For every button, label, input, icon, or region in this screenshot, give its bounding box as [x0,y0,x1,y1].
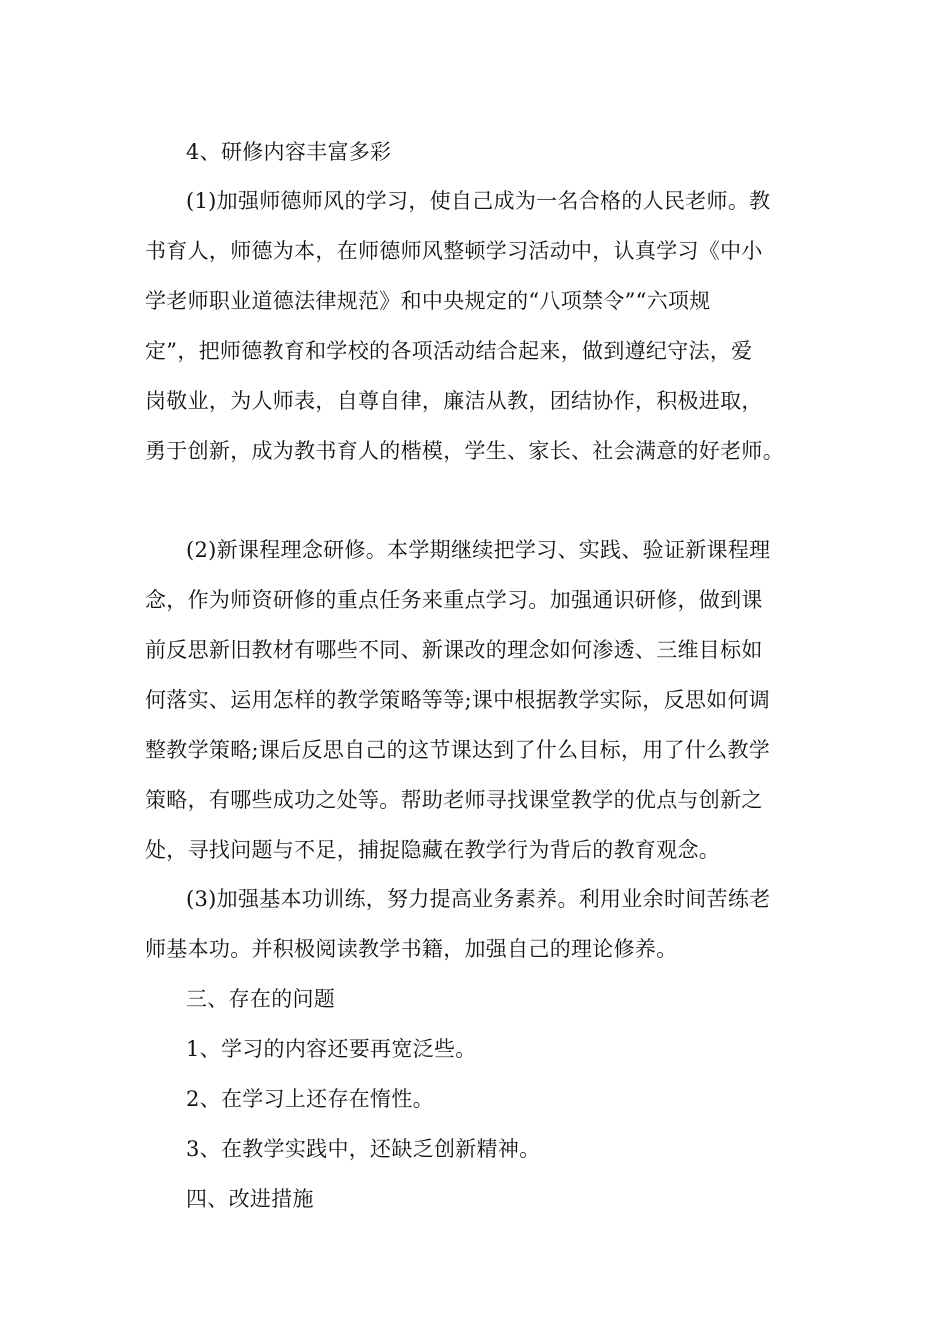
paragraph-line: (2)新课程理念研修。本学期继续把学习、实践、验证新课程理 [186,538,771,562]
paragraph-line: 勇于创新，成为教书育人的楷模，学生、家长、社会满意的好老师。 [145,439,784,463]
section-title-problems: 三、存在的问题 [186,987,336,1011]
paragraph-line: 岗敬业，为人师表，自尊自律，廉洁从教，团结协作，积极进取， [145,389,763,413]
paragraph-line: 定”，把师德教育和学校的各项活动结合起来，做到遵纪守法，爱 [145,339,753,363]
paragraph-line: 何落实、运用怎样的教学策略等等;课中根据教学实际，反思如何调 [145,688,771,712]
paragraph-line: 处，寻找问题与不足，捕捉隐藏在教学行为背后的教育观念。 [145,838,721,862]
paragraph-line: 书育人，师德为本，在师德师风整顿学习活动中，认真学习《中小 [145,239,763,263]
heading-research-content: 4、研修内容丰富多彩 [186,140,392,164]
section-title-improvements: 四、改进措施 [186,1187,314,1211]
problem-item: 1、学习的内容还要再宽泛些。 [186,1037,477,1061]
paragraph-line: 师基本功。并积极阅读教学书籍，加强自己的理论修养。 [145,937,678,961]
paragraph-line: 前反思新旧教材有哪些不同、新课改的理念如何渗透、三维目标如 [145,638,763,662]
paragraph-line: 念，作为师资研修的重点任务来重点学习。加强通识研修，做到课 [145,588,763,612]
paragraph-line: (1)加强师德师风的学习，使自己成为一名合格的人民老师。教 [186,189,771,213]
problem-item: 3、在教学实践中，还缺乏创新精神。 [186,1137,541,1161]
paragraph-line: 整教学策略;课后反思自己的这节课达到了什么目标，用了什么教学 [145,738,771,762]
paragraph-line: (3)加强基本功训练，努力提高业务素养。利用业余时间苦练老 [186,887,771,911]
problem-item: 2、在学习上还存在惰性。 [186,1087,434,1111]
paragraph-line: 学老师职业道德法律规范》和中央规定的“八项禁令”“六项规 [145,289,711,313]
paragraph-line: 策略，有哪些成功之处等。帮助老师寻找课堂教学的优点与创新之 [145,788,763,812]
